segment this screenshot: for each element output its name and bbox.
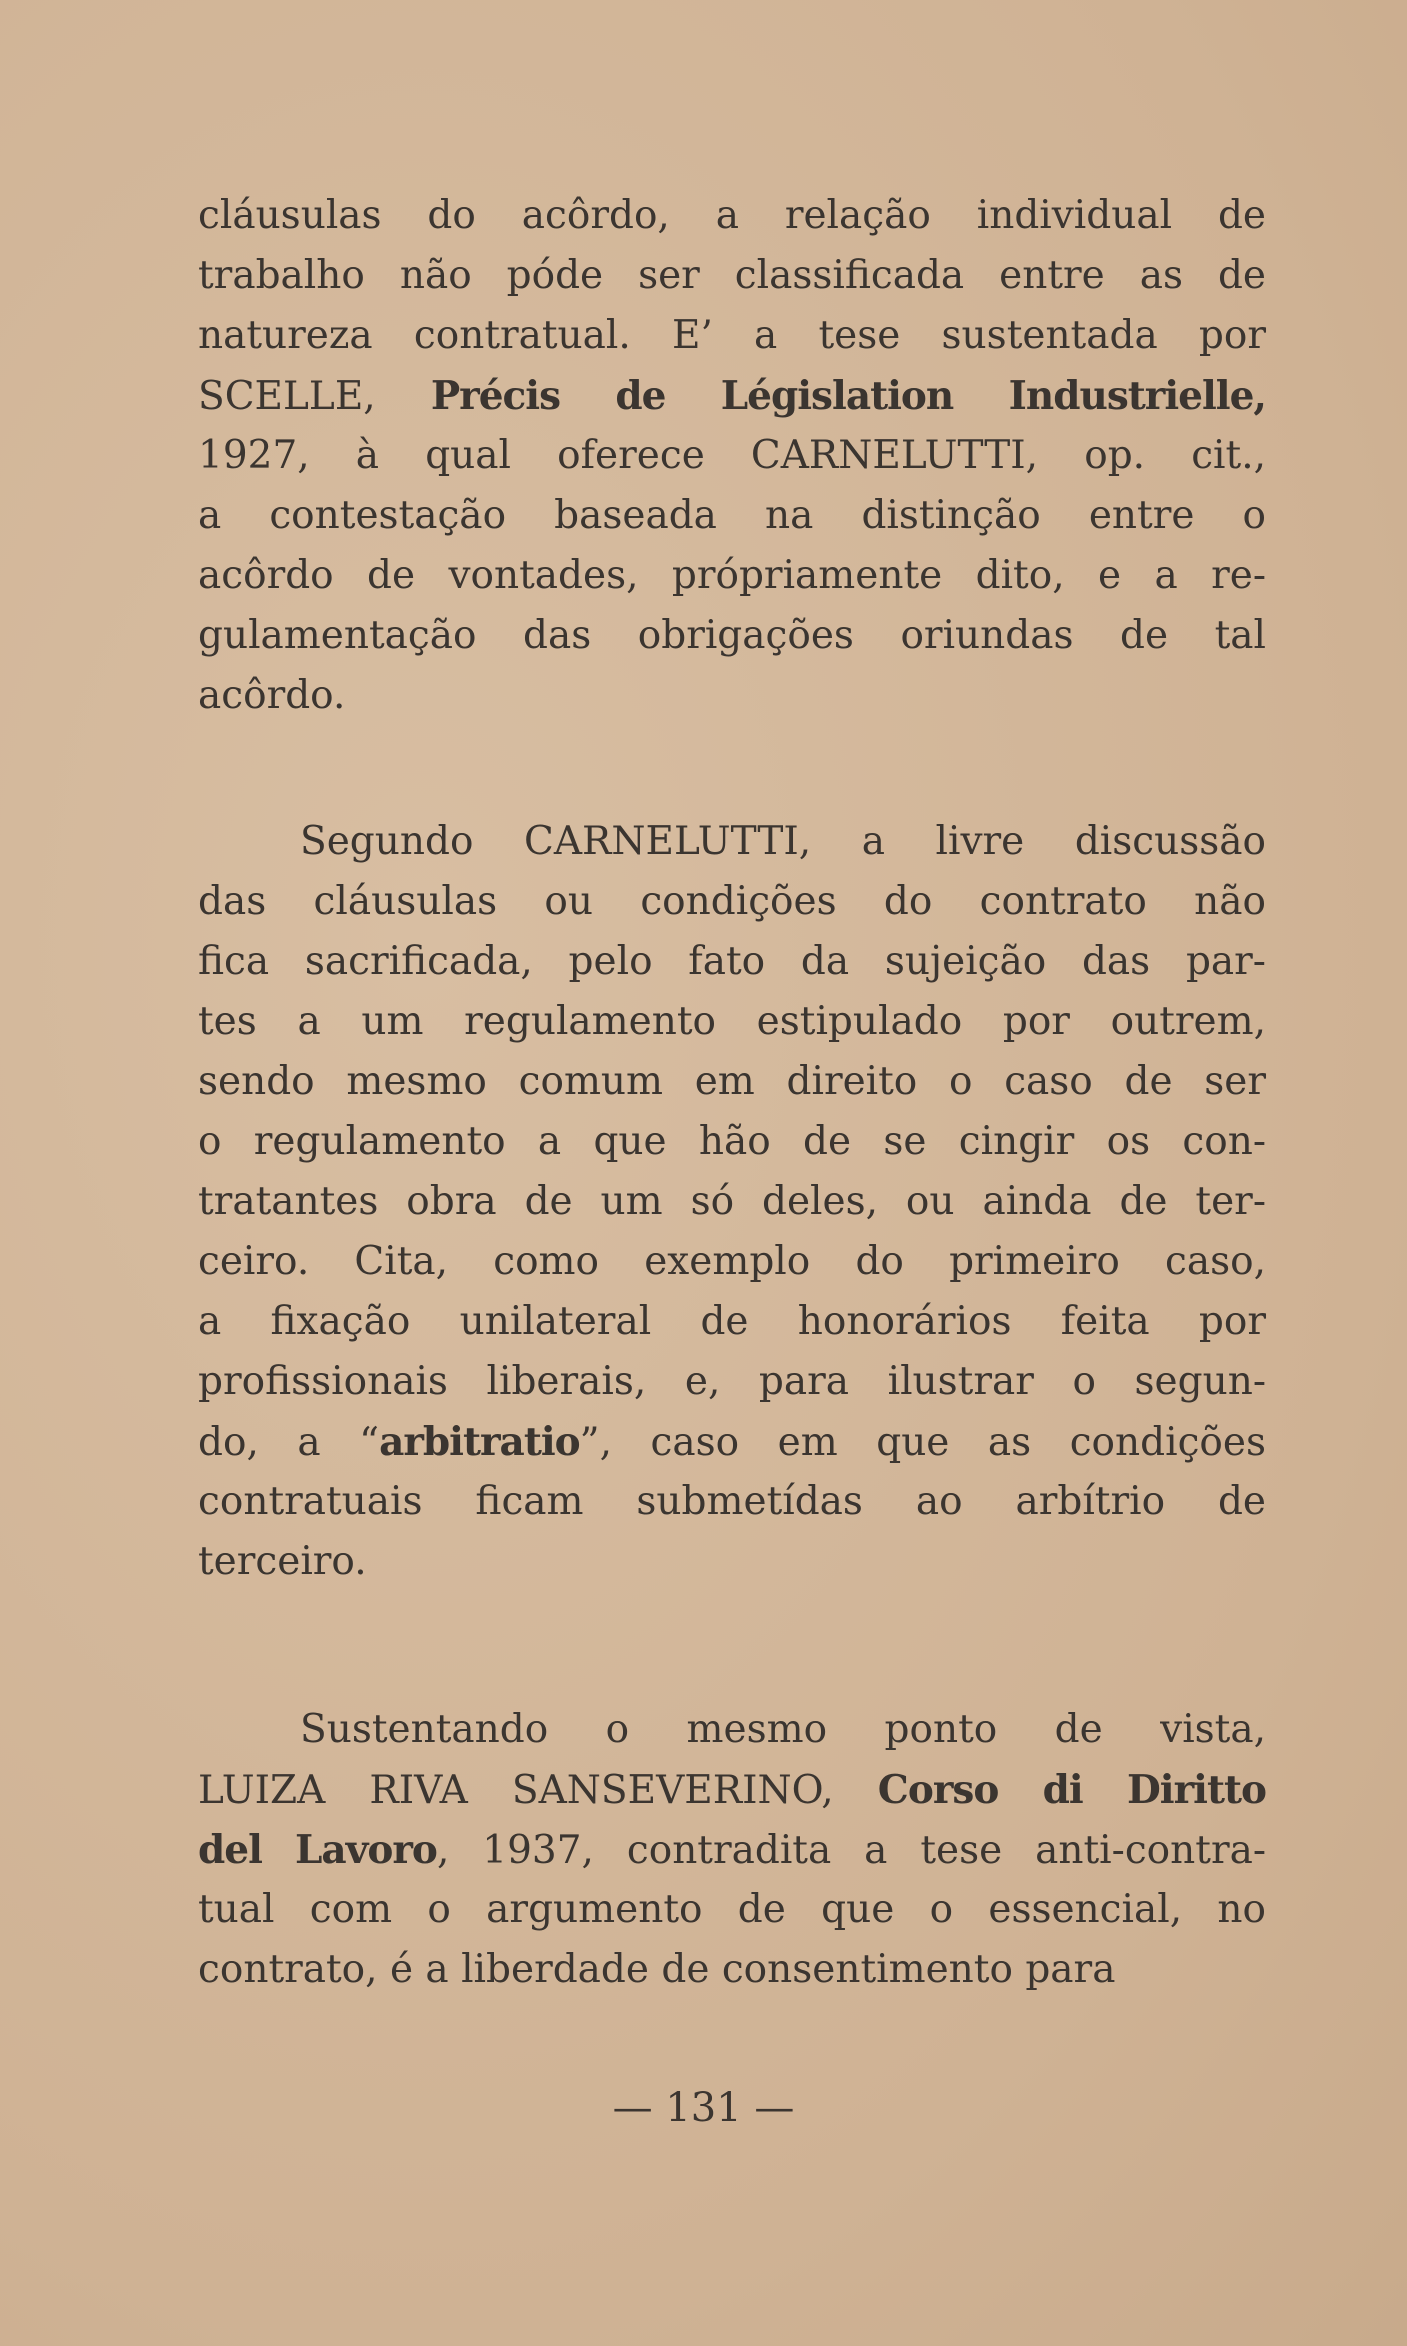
text-segment: do, a “: [198, 1420, 380, 1465]
text-segment: cláusulas do acôrdo, a relação individual de: [198, 193, 1266, 238]
text-segment: , 1937, contradita a tese anti-contra-: [436, 1828, 1267, 1873]
paragraph-2: [198, 812, 1266, 1592]
text-line: [198, 1880, 1266, 1940]
text-line: [198, 186, 1266, 246]
text-segment: Sustentando o mesmo ponto de vista,: [300, 1707, 1266, 1752]
text-segment: sendo mesmo comum em direito o caso de ser: [198, 1059, 1266, 1104]
text-line: [198, 486, 1266, 546]
text-line: [198, 1940, 1266, 2000]
bold-title-text: del Lavoro: [198, 1827, 437, 1873]
text-line: [198, 666, 1266, 726]
text-segment: ”, caso em que as condições: [579, 1420, 1267, 1465]
text-line: [198, 1052, 1266, 1112]
text-segment: SCELLE,: [198, 374, 431, 419]
text-segment: acôrdo.: [198, 673, 346, 718]
paragraph-3: [198, 1700, 1266, 2000]
text-segment: trabalho não póde ser classificada entre as de: [198, 253, 1266, 298]
text-line: [198, 932, 1266, 992]
bold-title-text: arbitratio: [379, 1419, 580, 1465]
text-line: [198, 546, 1266, 606]
text-segment: contratuais ficam submetídas ao arbítrio de: [198, 1479, 1266, 1524]
text-segment: o regulamento a que hão de se cingir os con-: [198, 1119, 1266, 1164]
text-line: [198, 606, 1266, 666]
text-line: [198, 1760, 1266, 1820]
text-segment: 1927, à qual oferece CARNELUTTI, op. cit.,: [198, 433, 1266, 478]
paragraph-1: [198, 186, 1266, 726]
text-segment: tual com o argumento de que o essencial, no: [198, 1887, 1266, 1932]
text-segment: a fixação unilateral de honorários feita por: [198, 1299, 1266, 1344]
text-line: [198, 246, 1266, 306]
text-line: [198, 872, 1266, 932]
bold-title-text: Précis de Législation Industrielle,: [430, 373, 1266, 419]
text-line: [198, 1412, 1266, 1472]
text-line: [198, 992, 1266, 1052]
text-segment: acôrdo de vontades, própriamente dito, e a re-: [198, 553, 1266, 598]
text-segment: profissionais liberais, e, para ilustrar o segun-: [198, 1359, 1266, 1404]
text-line: [198, 426, 1266, 486]
text-line: [198, 1532, 1266, 1592]
text-segment: natureza contratual. E’ a tese sustentada por: [198, 313, 1266, 358]
text-segment: Segundo CARNELUTTI, a livre discussão: [300, 819, 1266, 864]
text-line: [198, 1292, 1266, 1352]
text-line: [198, 1472, 1266, 1532]
text-segment: gulamentação das obrigações oriundas de tal: [198, 613, 1266, 658]
text-line: [198, 1352, 1266, 1412]
text-segment: contrato, é a liberdade de consentimento para: [198, 1947, 1116, 1992]
text-line: [198, 1700, 1266, 1760]
text-line: [198, 366, 1266, 426]
text-line: [198, 306, 1266, 366]
page-number: — 131 —: [612, 2085, 795, 2131]
text-line: [198, 812, 1266, 872]
text-segment: das cláusulas ou condições do contrato não: [198, 879, 1266, 924]
text-line: [198, 1172, 1266, 1232]
text-segment: tratantes obra de um só deles, ou ainda de ter-: [198, 1179, 1266, 1224]
text-segment: ceiro. Cita, como exemplo do primeiro caso,: [198, 1239, 1266, 1284]
text-segment: fica sacrificada, pelo fato da sujeição das par-: [198, 939, 1266, 984]
text-segment: a contestação baseada na distinção entre o: [198, 493, 1266, 538]
text-segment: terceiro.: [198, 1539, 367, 1584]
text-line: [198, 1112, 1266, 1172]
text-segment: LUIZA RIVA SANSEVERINO,: [198, 1768, 878, 1813]
bold-title-text: Corso di Diritto: [877, 1767, 1266, 1813]
text-line: [198, 1820, 1266, 1880]
text-segment: tes a um regulamento estipulado por outrem,: [198, 999, 1266, 1044]
text-line: [198, 1232, 1266, 1292]
